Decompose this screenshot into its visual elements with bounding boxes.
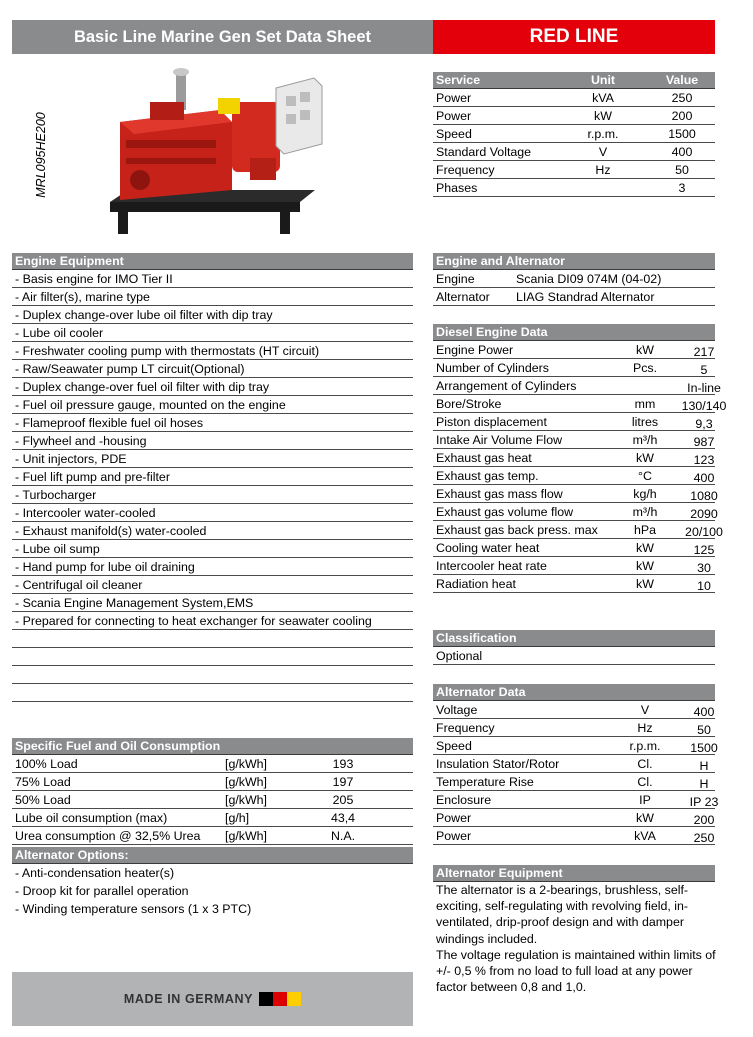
flag-stripe <box>287 992 301 1006</box>
alternator-data-unit: Cl. <box>637 775 653 789</box>
classification-title: Classification <box>433 630 715 647</box>
service-value: 1500 <box>668 127 696 141</box>
diesel-label: Number of Cylinders <box>436 361 549 375</box>
alternator-options-section <box>12 847 413 918</box>
fuel-value: 197 <box>332 775 354 789</box>
fuel-unit: [g/h] <box>225 811 250 825</box>
engine-equipment-item: - Flameproof flexible fuel oil hoses <box>12 414 413 432</box>
alternator-data-unit: Hz <box>637 721 653 735</box>
diesel-label: Arrangement of Cylinders <box>436 379 577 393</box>
alternator-data-label: Frequency <box>436 721 495 735</box>
diesel-label: Cooling water heat <box>436 541 540 555</box>
fuel-value: 43,4 <box>330 811 356 825</box>
diesel-unit: kW <box>636 559 654 573</box>
service-unit: Hz <box>595 163 611 177</box>
diesel-row <box>433 503 718 521</box>
alternator-data-row <box>433 719 715 737</box>
engine-equipment-item: - Raw/Seawater pump LT circuit(Optional) <box>12 360 413 378</box>
engine-alternator-title: Engine and Alternator <box>433 253 715 270</box>
flag-stripe <box>259 992 273 1006</box>
diesel-row <box>433 359 715 377</box>
service-row <box>433 161 715 179</box>
engine-alternator-row <box>433 270 715 288</box>
diesel-row <box>433 341 715 359</box>
alternator-data-row <box>433 809 715 827</box>
diesel-engine-section <box>433 324 727 593</box>
fuel-value: 205 <box>332 793 354 807</box>
blank-row <box>12 666 413 684</box>
engine-equipment-section <box>12 253 413 720</box>
diesel-unit: m³/h <box>632 433 658 447</box>
fuel-unit: [g/kWh] <box>225 775 267 789</box>
diesel-value: 10 <box>697 579 711 593</box>
diesel-unit: kW <box>636 451 654 465</box>
service-label: Speed <box>436 127 472 141</box>
alternator-data-value: 50 <box>697 723 711 737</box>
product-line-label: RED LINE <box>433 20 715 54</box>
diesel-row <box>433 557 715 575</box>
alternator-option-item: - Anti-condensation heater(s) <box>15 866 175 880</box>
engine-equipment-item: - Flywheel and -housing <box>12 432 413 450</box>
engine-equipment-item: - Unit injectors, PDE <box>12 450 413 468</box>
diesel-unit: mm <box>634 397 656 411</box>
blank-row <box>12 702 413 720</box>
engine-equipment-item: - Duplex change-over lube oil filter with dip tray <box>12 306 413 324</box>
alternator-data-unit: Cl. <box>637 757 653 771</box>
diesel-row <box>433 413 715 431</box>
engine-equipment-item: - Turbocharger <box>12 486 413 504</box>
service-unit: kW <box>594 109 612 123</box>
alternator-equipment-line: The voltage regulation is maintained within limits of <box>436 947 716 962</box>
alternator-option-item: - Winding temperature sensors (1 x 3 PTC) <box>15 902 252 916</box>
service-label: Power <box>436 91 472 105</box>
fuel-label: 100% Load <box>15 757 78 771</box>
engine-equipment-item: - Scania Engine Management System,EMS <box>12 594 413 612</box>
fuel-value: 193 <box>332 757 354 771</box>
alternator-data-unit: kVA <box>634 829 656 843</box>
engine-equipment-item: - Fuel oil pressure gauge, mounted on the engine <box>12 396 413 414</box>
alternator-data-value: IP 23 <box>689 795 719 809</box>
diesel-row <box>433 521 723 539</box>
fuel-row <box>12 809 413 827</box>
engine-alternator-section <box>433 253 715 306</box>
engine-equipment-item: - Basis engine for IMO Tier II <box>12 270 413 288</box>
engine-equipment-item: - Centrifugal oil cleaner <box>12 576 413 594</box>
alternator-data-label: Temperature Rise <box>436 775 534 789</box>
engine-alternator-value: LIAG Standrad Alternator <box>516 290 655 304</box>
diesel-label: Intake Air Volume Flow <box>436 433 563 447</box>
diesel-label: Exhaust gas back press. max <box>436 523 598 537</box>
engine-alternator-row <box>433 288 715 306</box>
model-code: MRL095HE200 <box>34 112 48 198</box>
alternator-data-title: Alternator Data <box>433 684 715 701</box>
alternator-data-unit: kW <box>636 811 654 825</box>
engine-equipment-item: - Hand pump for lube oil draining <box>12 558 413 576</box>
alternator-equipment-line: +/- 0,5 % from no load to full load at any power <box>436 964 693 979</box>
engine-equipment-item: - Exhaust manifold(s) water-cooled <box>12 522 413 540</box>
service-row <box>433 125 715 143</box>
diesel-value: 2090 <box>690 507 718 521</box>
german-flag-icon <box>259 992 301 1006</box>
alternator-data-section <box>433 684 719 845</box>
service-value: 50 <box>675 163 689 177</box>
diesel-row <box>433 431 715 449</box>
diesel-label: Radiation heat <box>436 577 516 591</box>
alternator-data-label: Speed <box>436 739 472 753</box>
diesel-value: 5 <box>700 363 708 377</box>
service-label: Standard Voltage <box>436 145 532 159</box>
service-label: Frequency <box>436 163 495 177</box>
service-value: 250 <box>671 91 693 105</box>
alternator-equipment-line: windings included. <box>436 931 538 946</box>
service-unit: V <box>598 145 608 159</box>
alternator-data-label: Power <box>436 829 472 843</box>
alternator-data-label: Insulation Stator/Rotor <box>436 757 560 771</box>
diesel-row <box>433 575 715 593</box>
alternator-equipment-line: ventilated, drip-proof design and with damper <box>436 915 684 930</box>
diesel-value: 125 <box>693 543 715 557</box>
service-value: 400 <box>671 145 693 159</box>
alternator-equipment-text <box>433 882 733 995</box>
engine-alternator-label: Alternator <box>436 290 490 304</box>
diesel-value: 1080 <box>690 489 718 503</box>
diesel-unit: °C <box>638 469 652 483</box>
header-service: Service <box>436 73 481 87</box>
fuel-unit: [g/kWh] <box>225 757 267 771</box>
diesel-row <box>433 467 715 485</box>
fuel-unit: [g/kWh] <box>225 829 267 843</box>
diesel-label: Engine Power <box>436 343 514 357</box>
alternator-data-value: 1500 <box>690 741 718 755</box>
diesel-unit: Pcs. <box>632 361 658 375</box>
fuel-row <box>12 791 413 809</box>
diesel-value: 400 <box>693 471 715 485</box>
service-row <box>433 179 715 197</box>
engine-equipment-item: - Air filter(s), marine type <box>12 288 413 306</box>
made-in-germany-banner <box>12 972 413 1026</box>
diesel-engine-title: Diesel Engine Data <box>433 324 715 341</box>
fuel-label: Lube oil consumption (max) <box>15 811 168 825</box>
engine-equipment-item: - Prepared for connecting to heat exchanger for seawater cooling <box>12 612 413 630</box>
blank-row <box>12 648 413 666</box>
alternator-data-row <box>433 827 715 845</box>
fuel-consumption-title: Specific Fuel and Oil Consumption <box>12 738 413 755</box>
alternator-option-item: - Droop kit for parallel operation <box>15 884 189 898</box>
engine-equipment-item: - Lube oil sump <box>12 540 413 558</box>
diesel-value: 123 <box>693 453 715 467</box>
diesel-label: Exhaust gas mass flow <box>436 487 563 501</box>
fuel-row <box>12 755 413 773</box>
diesel-unit: m³/h <box>632 505 658 519</box>
blank-row <box>12 684 413 702</box>
engine-alternator-value: Scania DI09 074M (04-02) <box>516 272 662 286</box>
diesel-label: Bore/Stroke <box>436 397 502 411</box>
diesel-unit: kW <box>636 541 654 555</box>
sheet-title: Basic Line Marine Gen Set Data Sheet <box>12 20 433 54</box>
alternator-data-unit: V <box>640 703 650 717</box>
alternator-options-title: Alternator Options: <box>12 847 413 864</box>
classification-value: Optional <box>433 647 715 665</box>
fuel-label: 75% Load <box>15 775 71 789</box>
alternator-data-label: Enclosure <box>436 793 492 807</box>
genset-image <box>100 62 330 242</box>
alternator-data-row <box>433 701 715 719</box>
alternator-data-label: Voltage <box>436 703 478 717</box>
alternator-data-unit: r.p.m. <box>629 739 661 753</box>
service-table <box>433 72 715 197</box>
service-label: Power <box>436 109 472 123</box>
diesel-unit: litres <box>631 415 659 429</box>
engine-equipment-item: - Fuel lift pump and pre-filter <box>12 468 413 486</box>
service-value: 3 <box>678 181 686 195</box>
diesel-unit: kW <box>636 343 654 357</box>
service-label: Phases <box>436 181 478 195</box>
alternator-data-value: 400 <box>693 705 715 719</box>
diesel-label: Exhaust gas heat <box>436 451 532 465</box>
made-in-label: MADE IN GERMANY <box>123 992 254 1006</box>
diesel-row <box>433 377 721 395</box>
alternator-data-row <box>433 755 715 773</box>
service-unit: kVA <box>592 91 614 105</box>
alternator-equipment-section <box>433 865 733 995</box>
engine-equipment-item: - Lube oil cooler <box>12 324 413 342</box>
diesel-label: Intercooler heat rate <box>436 559 547 573</box>
blank-row <box>12 630 413 648</box>
diesel-row <box>433 485 718 503</box>
fuel-consumption-section <box>12 738 413 845</box>
diesel-unit: kg/h <box>633 487 657 501</box>
diesel-value: 217 <box>693 345 715 359</box>
alternator-equipment-line: The alternator is a 2-bearings, brushless, self- <box>436 883 689 897</box>
diesel-label: Exhaust gas volume flow <box>436 505 574 519</box>
service-row <box>433 107 715 125</box>
alternator-equipment-title: Alternator Equipment <box>433 865 715 882</box>
diesel-row <box>433 449 715 467</box>
diesel-unit: kW <box>636 577 654 591</box>
fuel-value: N.A. <box>330 829 356 843</box>
diesel-value: 20/100 <box>685 525 723 539</box>
diesel-row <box>433 395 727 413</box>
service-row <box>433 143 715 161</box>
fuel-row <box>12 827 413 845</box>
diesel-value: In-line <box>687 381 721 395</box>
header-unit: Unit <box>590 73 616 87</box>
alternator-data-value: 250 <box>693 831 715 845</box>
alternator-data-value: 200 <box>693 813 715 827</box>
diesel-value: 9,3 <box>695 417 713 431</box>
alternator-data-value: H <box>699 759 709 773</box>
fuel-label: 50% Load <box>15 793 71 807</box>
alternator-equipment-line: factor between 0,8 and 1,0. <box>436 980 587 995</box>
flag-stripe <box>273 992 287 1006</box>
diesel-value: 30 <box>697 561 711 575</box>
alternator-equipment-line: exciting, self-regulating with revolving field, in- <box>436 899 689 914</box>
fuel-row <box>12 773 413 791</box>
alternator-data-label: Power <box>436 811 472 825</box>
diesel-value: 987 <box>693 435 715 449</box>
engine-equipment-item: - Freshwater cooling pump with thermostats (HT circuit) <box>12 342 413 360</box>
alternator-data-value: H <box>699 777 709 791</box>
engine-equipment-title: Engine Equipment <box>12 253 413 270</box>
alternator-data-row <box>433 737 718 755</box>
service-row <box>433 89 715 107</box>
diesel-value: 130/140 <box>681 399 727 413</box>
diesel-unit: hPa <box>633 523 657 537</box>
diesel-label: Exhaust gas temp. <box>436 469 539 483</box>
engine-equipment-item: - Duplex change-over fuel oil filter with dip tray <box>12 378 413 396</box>
diesel-label: Piston displacement <box>436 415 547 429</box>
engine-alternator-label: Engine <box>436 272 475 286</box>
service-table-header <box>433 72 715 89</box>
alternator-data-row <box>433 791 719 809</box>
engine-equipment-item: - Intercooler water-cooled <box>12 504 413 522</box>
classification-section <box>433 630 715 665</box>
service-unit: r.p.m. <box>587 127 619 141</box>
fuel-label: Urea consumption @ 32,5% Urea <box>15 829 201 843</box>
alternator-data-unit: IP <box>639 793 651 807</box>
diesel-row <box>433 539 715 557</box>
service-value: 200 <box>671 109 693 123</box>
fuel-unit: [g/kWh] <box>225 793 267 807</box>
alternator-data-row <box>433 773 715 791</box>
header-value: Value <box>665 73 699 87</box>
